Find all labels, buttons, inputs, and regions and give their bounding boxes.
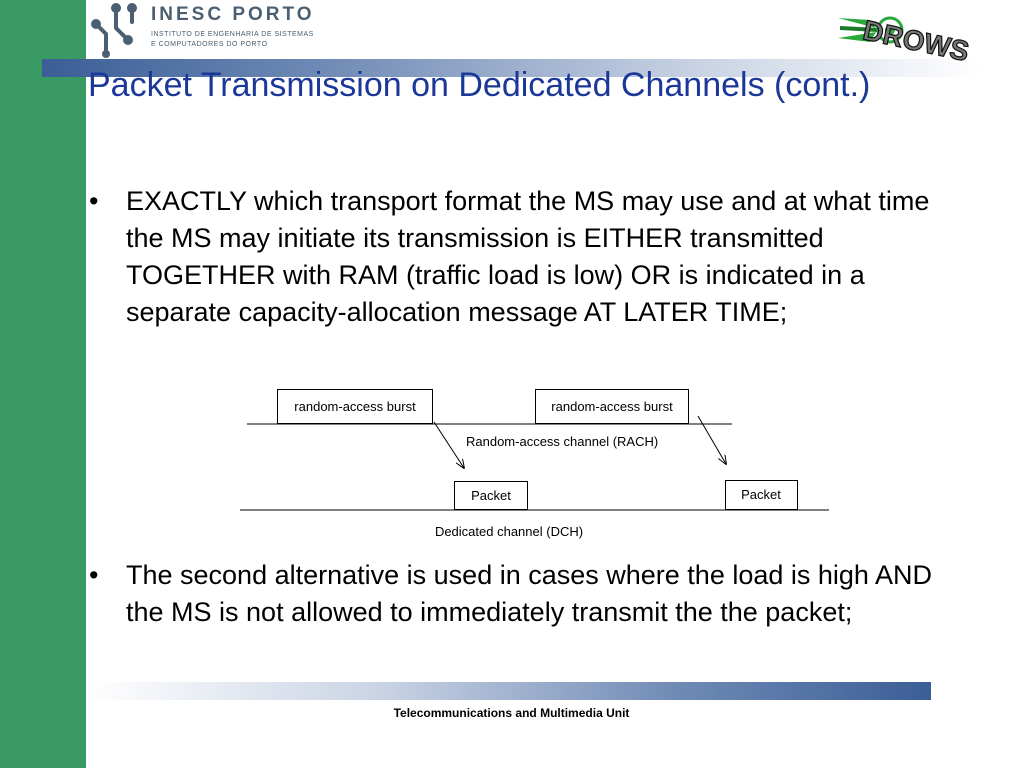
- logo-name: INESC PORTO: [151, 4, 315, 25]
- bullet-text: EXACTLY which transport format the MS may use and at what time the MS may initiate its transmission is EITHER transmitted TOGETHER with RAM (traffic load is low) OR is indicated in a separate capacity-allocation message AT LATER TIME;: [126, 186, 930, 327]
- rach-burst-label-2: random-access burst: [551, 399, 673, 414]
- channel-diagram: [240, 385, 832, 545]
- drows-logo: [836, 2, 972, 68]
- inesc-logo: [88, 0, 318, 58]
- arrow-to-packet-1: [434, 422, 464, 468]
- packet-label-2: Packet: [741, 487, 781, 502]
- bullet-item: [89, 557, 939, 631]
- bottom-gradient-bar: [86, 682, 931, 700]
- left-sidebar-band: [0, 0, 86, 768]
- logo-subtitle-line-1: INSTITUTO DE ENGENHARIA DE SISTEMAS: [151, 31, 314, 38]
- bullet-item: [89, 183, 939, 331]
- rach-channel-label: Random-access channel (RACH): [466, 434, 659, 449]
- drows-logo-text: DROWS: [860, 14, 972, 68]
- bullet-text: The second alternative is used in cases where the load is high AND the MS is not allowed to immediately transmit the the packet;: [126, 560, 932, 627]
- arrow-to-packet-2: [698, 416, 726, 464]
- logo-subtitle-line-2: E COMPUTADORES DO PORTO: [151, 41, 268, 48]
- rach-burst-label-1: random-access burst: [294, 399, 416, 414]
- footer-text: Telecommunications and Multimedia Unit: [393, 706, 630, 720]
- slide-title: Packet Transmission on Dedicated Channels (cont.): [88, 66, 871, 104]
- dch-channel-label: Dedicated channel (DCH): [434, 524, 584, 539]
- bullet-symbol: •: [89, 560, 99, 590]
- packet-label-1: Packet: [471, 488, 511, 503]
- circuit-logo-icon: [88, 2, 148, 58]
- bullet-symbol: •: [89, 186, 99, 216]
